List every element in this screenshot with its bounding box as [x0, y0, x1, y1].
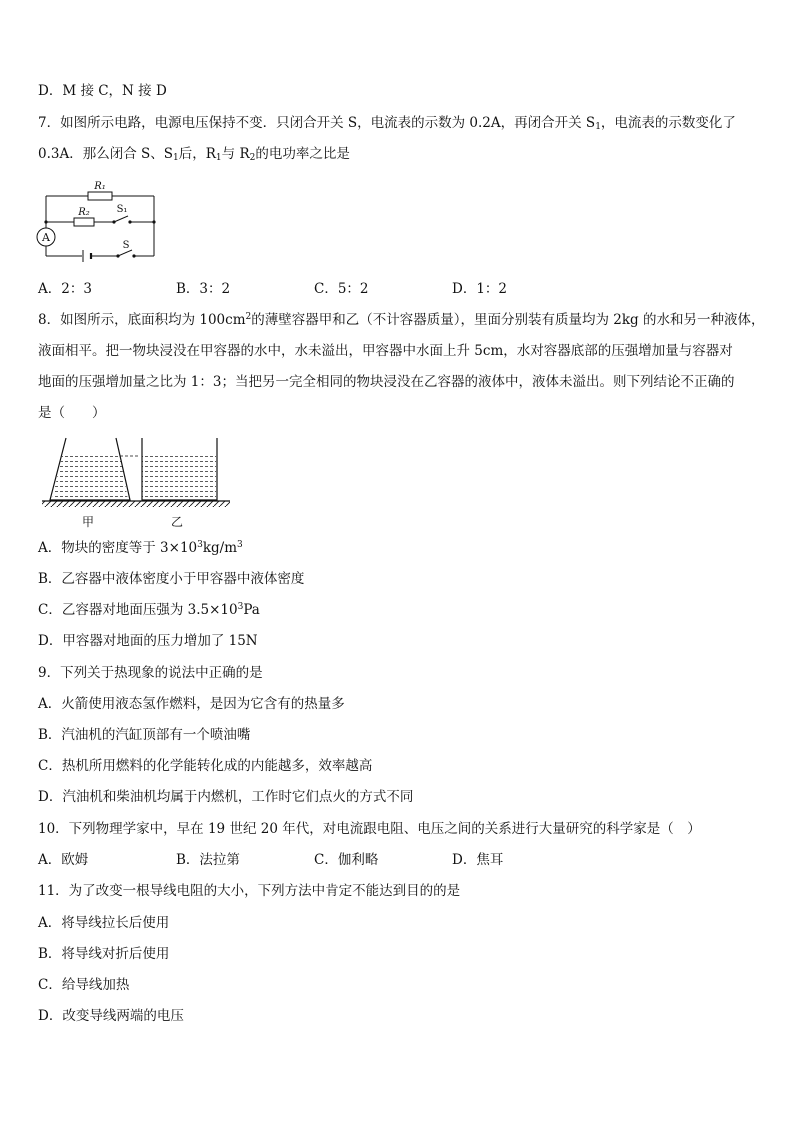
- q9-option-c: C．热机所用燃料的化学能转化成的内能越多，效率越高: [38, 758, 373, 774]
- q7-stem-line1: 7．如图所示电路，电源电压保持不变．只闭合开关 S，电流表的示数为 0.2A，再闭合开关 $S_1$，电流表的示数变化了: [38, 115, 736, 132]
- q7-circuit-diagram: [36, 178, 160, 262]
- q7-option-d: D．1：2: [452, 281, 508, 297]
- q10-options: [38, 850, 578, 870]
- q8-option-d: D．甲容器对地面的压力增加了 15N: [38, 633, 258, 649]
- ground-hatch: [42, 501, 230, 507]
- label-jia: 甲: [81, 515, 95, 529]
- q8-containers-diagram: [40, 434, 235, 532]
- q7-option-a: A．2：3: [38, 281, 92, 297]
- r1-label: R₁: [94, 181, 106, 192]
- q11-option-a: A．将导线拉长后使用: [38, 915, 170, 931]
- q10-option-d: D．焦耳: [452, 852, 504, 868]
- r2-label: R₂: [78, 207, 90, 218]
- q11-stem: 11．为了改变一根导线电阻的大小，下列方法中肯定不能达到目的的是: [38, 883, 461, 899]
- q9-option-b: B．汽油机的汽缸顶部有一个喷油嘴: [38, 727, 251, 743]
- q9-option-a: A．火箭使用液态氢作燃料，是因为它含有的热量多: [38, 696, 345, 712]
- q7-options: [38, 279, 578, 299]
- s1-label: S₁: [116, 204, 128, 215]
- liquid-in-yi: [142, 456, 216, 500]
- q8-stem-line3: 地面的压强增加量之比为 1：3；当把另一完全相同的物块浸没在乙容器的液体中，液体未溢出。则下列结论不正确的: [38, 374, 735, 390]
- q10-stem: 10．下列物理学家中，早在 19 世纪 20 年代，对电流跟电阻、电压之间的关系进行大量研究的科学家是（ ）: [38, 821, 701, 837]
- q10-option-c: C．伽利略: [314, 852, 379, 868]
- water-in-jia: [52, 456, 128, 500]
- q11-option-d: D．改变导线两端的电压: [38, 1008, 184, 1024]
- s-label: S: [122, 240, 130, 251]
- q7-stem-line2: 0.3A．那么闭合 S、$S_1$后，$R_1$与 $R_2$的电功率之比是: [38, 146, 350, 163]
- q10-option-a: A．欧姆: [38, 852, 89, 868]
- q8-stem-line1: 8．如图所示，底面积均为 $100cm^2$的薄壁容器甲和乙（不计容器质量），里面分别装有质量均为 2kg 的水和另一种液体，: [38, 312, 765, 328]
- q8-option-b: B．乙容器中液体密度小于甲容器中液体密度: [38, 571, 305, 587]
- label-yi: 乙: [170, 515, 184, 529]
- ammeter-label: A: [42, 231, 50, 244]
- r2-resistor: [74, 218, 94, 226]
- q9-option-d: D．汽油机和柴油机均属于内燃机，工作时它们点火的方式不同: [38, 789, 414, 805]
- q9-stem: 9．下列关于热现象的说法中正确的是: [38, 665, 263, 681]
- q8-stem-line2: 液面相平。把一物块浸没在甲容器的水中，水未溢出，甲容器中水面上升 5cm，水对容器底部的压强增加量与容器对: [38, 343, 733, 359]
- q7-option-c: C．5：2: [314, 281, 369, 297]
- q8-stem-line4: 是（ ）: [38, 405, 106, 421]
- q8-option-c: C．乙容器对地面压强为 $3.5\times 10^3Pa$: [38, 602, 260, 618]
- q7-option-b: B．3：2: [176, 281, 231, 297]
- q8-option-a: A．物块的密度等于 $3\times 10^3kg/m^3$: [38, 540, 243, 556]
- r1-resistor: [88, 192, 112, 200]
- q10-option-b: B．法拉第: [176, 852, 240, 868]
- q6-option-d: D．M 接 C，N 接 D: [38, 83, 167, 99]
- q11-option-c: C．给导线加热: [38, 977, 130, 993]
- q11-option-b: B．将导线对折后使用: [38, 946, 170, 962]
